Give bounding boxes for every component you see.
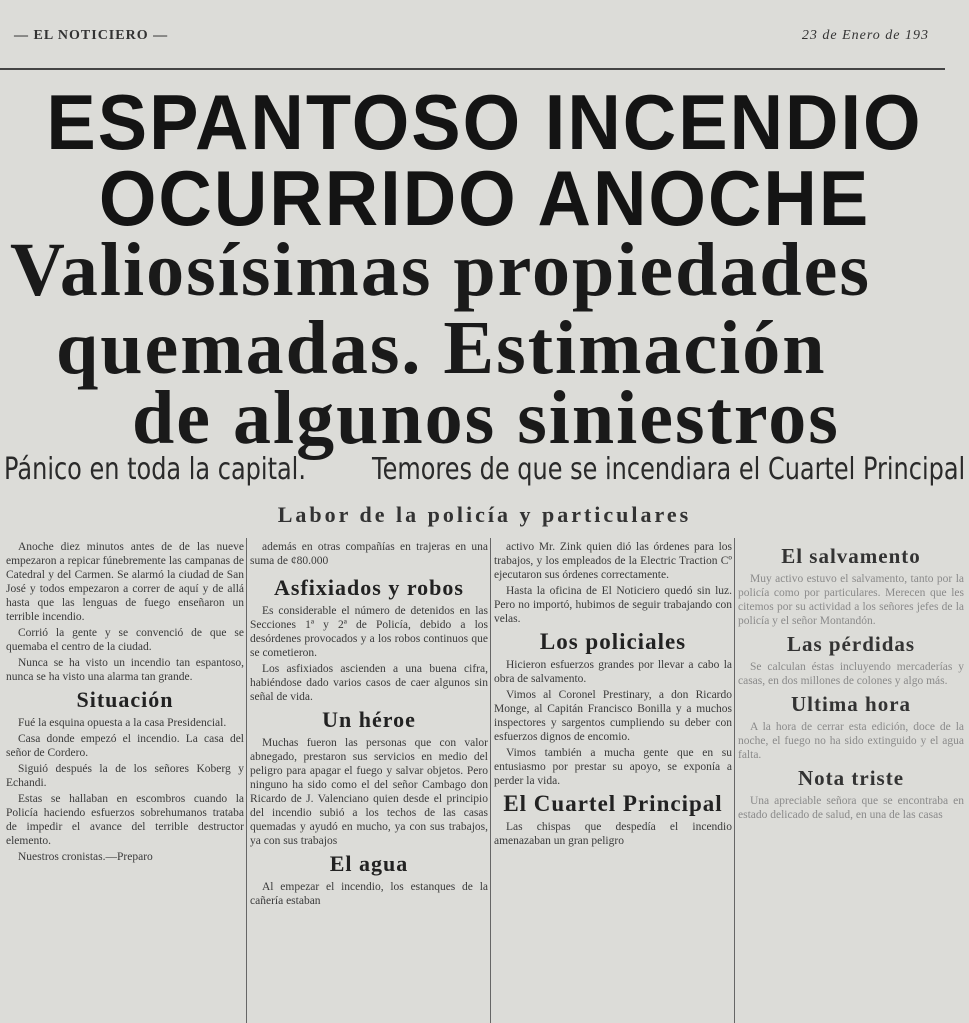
paragraph: Estas se hallaban en escombros cuando la Policía haciendo esfuerzos sobrehumanos trataba de impedir el avance del terrible destructor elemento. bbox=[6, 793, 244, 847]
paragraph: activo Mr. Zink quien dió las órdenes para los trabajos, y los empleados de la Electric Traction Cº ejecutaron sus órdenes correctamente. bbox=[494, 541, 732, 581]
headline-line-1: ESPANTOSO INCENDIO bbox=[46, 78, 923, 166]
section-heading-asfixiados: Asfixiados y robos bbox=[274, 575, 464, 600]
paragraph: Es considerable el número de detenidos en las Secciones 1ª y 2ª de Policía, debido a los desórdenes provocados y a los robos continuos que se cometieron. bbox=[250, 605, 488, 659]
deck-line-2: Labor de la policía y particulares bbox=[277, 502, 692, 527]
paragraph: Casa donde empezó el incendio. La casa del señor de Cordero. bbox=[6, 733, 244, 759]
section-heading-agua: El agua bbox=[329, 851, 409, 876]
deck-line-1 bbox=[4, 452, 966, 502]
column-2 bbox=[250, 540, 488, 1023]
paragraph: Las chispas que despedía el incendio amenazaban un gran peligro bbox=[494, 821, 732, 847]
paragraph: Una apreciable señora que se encontraba en estado delicado de salud, en una de las casas bbox=[738, 795, 964, 821]
paragraph: Muy activo estuvo el salvamento, tanto por la policía como por particulares. Merecen que les citemos por su actividad a los señores jefes de la policía y el señor Montandón. bbox=[738, 573, 964, 627]
paragraph: Fué la esquina opuesta a la casa Presidencial. bbox=[18, 717, 227, 729]
masthead-rule bbox=[0, 68, 945, 70]
paragraph: Los asfixiados ascienden a una buena cifra, habiéndose dado varios casos de caer algunos sin señal de vida. bbox=[250, 663, 488, 703]
column-1 bbox=[6, 540, 244, 1023]
paragraph: Al empezar el incendio, los estanques de la cañería estaban bbox=[250, 881, 488, 907]
section-heading-salvamento: El salvamento bbox=[781, 544, 921, 568]
issue-date: 23 de Enero de 193 bbox=[801, 28, 929, 43]
paragraph: además en otras compañías en trajeras en una suma de ¢80.000 bbox=[250, 541, 488, 567]
paragraph: A la hora de cerrar esta edición, doce de la noche, el fuego no ha sido extinguido y el agua falta. bbox=[738, 721, 964, 761]
article-columns bbox=[0, 540, 969, 1023]
paragraph: Corrió la gente y se convenció de que se quemaba el centro de la ciudad. bbox=[6, 627, 244, 653]
headline-line-2: OCURRIDO ANOCHE bbox=[98, 154, 871, 242]
paragraph: Nuestros cronistas.—Preparo bbox=[18, 851, 153, 863]
headline-line-4: quemadas. Estimación bbox=[56, 306, 827, 390]
section-heading-heroe: Un héroe bbox=[322, 707, 416, 732]
section-heading-perdidas: Las pérdidas bbox=[786, 632, 916, 656]
paragraph: Hasta la oficina de El Noticiero quedó sin luz. Pero no importó, hubimos de seguir trabajando con velas. bbox=[494, 585, 732, 625]
section-heading-situacion: Situación bbox=[76, 687, 174, 712]
column-4 bbox=[738, 540, 964, 1023]
paragraph: Anoche diez minutos antes de de las nueve empezaron a repicar fúnebremente las campanas de Catedral y del Carmen. Se alarmó la ciudad de San José y todos empezaron a correr de aquí y de allá hasta que las lenguas de fuego enseñaron un terrible incendio. bbox=[6, 541, 244, 623]
section-heading-nota-triste: Nota triste bbox=[797, 766, 905, 790]
headline-line-3: Valiosísimas propiedades bbox=[10, 228, 871, 312]
deck-part-2: Temores de que se incendiara el Cuartel Principal bbox=[372, 452, 966, 487]
paragraph: Muchas fueron las personas que con valor abnegado, prestaron sus servicios en medio del peligro para apagar el fuego y salvar objetos. Pero ninguno ha sido como el del señor Cambago don Ricardo de J. Valenciano quien desde el principio del incendio subió a los techos de las casas quemadas y ayudó en mucho, ya con sus trabajos, ya con sus trabajos bbox=[250, 737, 488, 847]
paragraph: Nunca se ha visto un incendio tan espantoso, nunca se ha visto una alarma tan grande. bbox=[6, 657, 244, 683]
column-3 bbox=[494, 540, 732, 1023]
paragraph: Hicieron esfuerzos grandes por llevar a cabo la obra de salvamento. bbox=[494, 659, 732, 685]
section-heading-ultima-hora: Ultima hora bbox=[790, 692, 912, 716]
headline-line-5: de algunos siniestros bbox=[132, 376, 840, 460]
paragraph: Se calculan éstas incluyendo mercaderías y casas, en dos millones de colones y algo más. bbox=[738, 661, 964, 687]
deck-part-1: Pánico en toda la capital. bbox=[4, 452, 306, 487]
section-heading-policiales: Los policiales bbox=[539, 629, 687, 654]
paragraph: Siguió después la de los señores Koberg y Echandi. bbox=[6, 763, 244, 789]
masthead bbox=[14, 28, 929, 52]
section-heading-cuartel: El Cuartel Principal bbox=[503, 791, 723, 816]
paragraph: Vimos también a mucha gente que en su entusiasmo por prestar su apoyo, se exponía a perder la vida. bbox=[494, 747, 732, 787]
paragraph: Vimos al Coronel Prestinary, a don Ricardo Monge, al Capitán Francisco Bonilla y a muchos inspectores y sargentos cumpliendo su deber con esfuerzos dignos de encomio. bbox=[494, 689, 732, 743]
newspaper-name: — EL NOTICIERO — bbox=[14, 28, 169, 43]
